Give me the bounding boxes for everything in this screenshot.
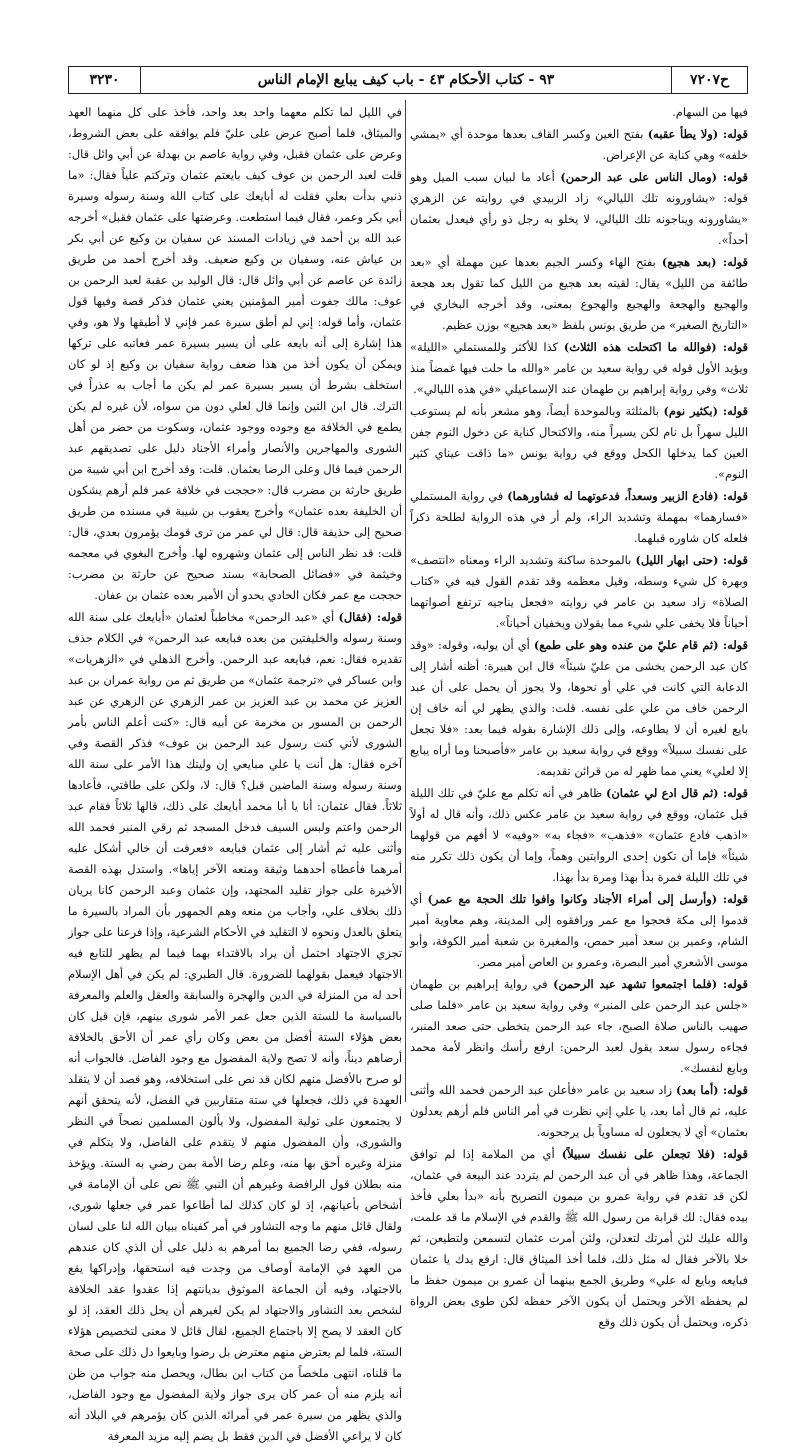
paragraph: [410, 783, 748, 888]
lemma-heading: قوله: (فلا تجعلن على نفسك سبيلاً): [561, 1147, 748, 1161]
paragraph-text: أعاد ما لبيان سبب الميل وهو قوله: «يشاورونه تلك الليالي» زاد الزبيدي في روايته عن الزهري «يشاورونه ويناجونه تلك الليالي، لا يخلو به رجل ذو رأي فيعدل بعثمان أحداً».: [410, 170, 748, 247]
paragraph-text: أي من الملامة إذا لم توافق الجماعة، وهذا ظاهر في أن عبد الرحمن لم يتردد عند البيعة في عثمان، لكن قد تقدم في رواية عمرو بن ميمون التصريح بأنه «بدأ بعلي فأخذ بيده فقال: لك قرابة من رسول الله ﷺ والقدم في الإسلام ما قد علمت، والله عليك لئن أمرتك لتعدلن، ولئن أمرت عثمان لتسمعن ولتطيعن، ثم خلا بالآخر فقال له مثل ذلك، فلما أخذ الميثاق قال: ارفع يدك يا عثمان فبايعه وبايع له علي» وطريق الجمع بينهما أن عمرو بن ميمون حفظ ما لم يحفظه الآخر ويحتمل أن يكون الآخر حفظه لكن طوى بعض الرواة ذكره، ويحتمل أن يكون ذلك وقع: [410, 1147, 748, 1329]
left-column: [68, 102, 402, 1443]
paragraph: [410, 974, 748, 1079]
paragraph: [410, 337, 748, 400]
paragraph-text: أي قدموا إلى مكة فحجوا مع عمر ورافقوه إلى المدينة، وهم معاوية أمير الشام، وعمير بن سعد أمير حمص، والمغيرة بن شعبة أمير الكوفة، وأبو موسى الأشعري أمير البصرة، وعمرو بن العاص أمير مصر.: [410, 892, 748, 969]
column-divider: [405, 100, 406, 1102]
page-number: ٣٢٣٠: [69, 67, 141, 93]
paragraph-text: بالمثلثة وبالموحدة أيضاً، وهو مشعر بأنه لم يستوعب الليل سهراً بل نام لكن يسيراً منه، والاكتحال كناية عن دخول النوم جفن العين كما يدخلها الكحل ووقع في رواية يونس «ما ذاقت عيناي كثير النوم».: [410, 404, 748, 481]
lemma-heading: قوله: (فادع الزبير وسعداً، فدعوتهما له فشاورهما): [507, 489, 748, 503]
paragraph: [410, 167, 748, 251]
paragraph-text: ظاهر في أنه تكلم مع عليّ في تلك الليلة قبل عثمان، ووقع في رواية سعيد بن عامر عكس ذلك، وأنه قال له أولاً «اذهب فادع عثمان» «فذهب» «فجاء به» «وفيه» لا أفهم من قولهما شيئاً» فإما أن تكون إحدى الروايتين وهماً، وإما أن يكون ذلك تكرر منه في تلك الليلة فمرة بدأ بهذا ومرة بدأ بهذا.: [410, 786, 748, 884]
paragraph-text: في رواية المستملي «فسارهما» بمهملة وتشديد الراء، ولم أر في هذه الرواية لطلحة ذكراً فلعله كان شاوره قبلهما.: [410, 489, 748, 545]
paragraph: [410, 124, 748, 166]
paragraph: [410, 550, 748, 634]
paragraph-text: بالموحدة ساكنة وتشديد الراء ومعناه «انتصف» وبهرة كل شيء وسطه، وقيل معظمه وقد تقدم القول فيه في «كتاب الصلاة» زاد سعيد بن عامر في روايته «فجعل يناجيه ترتفع أصواتهما أحياناً فلا يخفى علي شيء مما يقولان ويخفيان أحياناً».: [410, 553, 748, 630]
paragraph-text: أي «عبد الرحمن» مخاطباً لعثمان «أبايعك على سنة الله وسنة رسوله والخليفتين من بعده فبايعه عبد الرحمن» في الكلام حذف تقديره فقال: نعم، فبايعه عبد الرحمن. وأخرج الذهلي في «الزهريات» وابن عساكر في «ترجمة عثمان» من طريق ثم من رواية عمران بن عبد العزيز عن محمد بن عبد العزيز بن عمر الزهري عن الزهري عن عبد الرحمن بن المسور بن مخرمة عن أبيه قال: «كنت أعلم الناس بأمر الشورى لأني كنت رسول عبد الرحمن بن عوف» فذكر القصة وفي آخره فقال: هل أنت يا علي مبايعي إن وليتك هذا الأمر على سنة الله وسنة رسوله وسنة الماضين قبل؟ قال: لا، ولكن على طاقتي، فأعادها ثلاثاً. فقال عثمان: أنا يا أبا محمد أبايعك على ذلك، قالها ثلاثاً فقام عبد الرحمن واعتم ولبس السيف فدخل المسجد ثم رقي المنبر فحمد الله وأثنى عليه ثم أشار إلى عثمان فبايعه «فعرفت أن خالي أشكل عليه أمرهما فأعطاه أحدهما وثيقة ومنعه الآخر إياها». واستدل بهذه القصة الأخيرة على جواز تقليد المجتهد، وإن عثمان وعبد الرحمن كانا يريان ذلك بخلاف علي، وأجاب من منعه وهم الجمهور بأن المراد بالسيرة ما يتعلق بالعدل ونحوه لا التقليد في الأحكام الشرعية، وإذا فرعنا على جواز تجزي الاجتهاد احتمل أن يراد بالاقتداء بهما فيما لم يظهر للتابع فيه الاجتهاد فيعمل بقولهما للضرورة. قال الطبري: لم يكن في أهل الإسلام أحد له من المنزلة في الدين والهجرة والسابقة والعقل والعلم والمعرفة بالسياسة ما للستة الذين جعل عمر الأمر شورى بينهم، فإن قيل كان بعض هؤلاء الستة أفضل من بعض وكان رأي عمر أن الأحق بالخلافة أرضاهم ديناً، وأنه لا تصح ولاية المفضول مع وجود الفاضل. فالجواب أنه لو صرح بالأفضل منهم لكان قد نص على استخلافه، وهو قصد أن لا يتقلد العهدة في ذلك، فجعلها في ستة متقاربين في الفضل، لأنه يتحقق أنهم لا يجتمعون على تولية المفضول، ولا يألون المسلمين نصحاً في النظر والشورى، وأن المفضول منهم لا يتقدم على الفاضل، ولا يتكلم في منزلة وغيره أحق بها منه، وعلم رضا الأمة بمن رضي به الستة. ويؤخذ منه بطلان قول الرافضة وغيرهم أن النبي ﷺ نص على أن الإمامة في أشخاص بأعيانهم، إذ لو كان كذلك لما أطاعوا عمر في جعلها شورى، ولقال قائل منهم ما وجه التشاور في أمر كفيناه ببيان الله لنا على لسان رسوله، ففي رضا الجميع بما أمرهم به دليل على أن الذي كان عندهم من العهد في الإمامة أوصاف من وجدت فيه استحقها، وإدراكها يقع بالاجتهاد، وفيه أن الجماعة الموثوق بديانتهم إذا عقدوا عقد الخلافة لشخص بعد التشاور والاجتهاد لم يكن لغيرهم أن يحل ذلك العقد، إذ لو كان العقد لا يصح إلا باجتماع الجميع، لقال قائل لا معنى لتخصيص هؤلاء الستة، فلما لم يعترض منهم معترض بل رضوا وبايعوا دل ذلك على صحة ما قلناه، انتهى ملخصاً من كتاب ابن بطال، ويحصل منه جواب من ظن أنه يلزم منه أن عمر كان يرى جواز ولاية المفضول مع وجود الفاضل، والذي يظهر من سيرة عمر في أمرائه الذين كان يؤمرهم في البلاد أنه كان لا يراعي الأفضل في الدين فقط بل يضم إليه مزيد المعرفة: [68, 610, 402, 1443]
lemma-heading: قوله: (ثم قال ادع لي عثمان): [606, 786, 748, 800]
lemma-heading: قوله: (فلما اجتمعوا تشهد عبد الرحمن): [553, 977, 748, 991]
paragraph-text: زاد سعيد بن عامر «فأعلن عبد الرحمن فحمد الله وأثنى عليه، ثم قال أما بعد، يا علي إني نظرت في أمر الناس فلم أرهم يعدلون بعثمان» أي لا يجعلون له مساوياً بل يرجحونه.: [410, 1083, 748, 1139]
paragraph: [68, 102, 402, 606]
paragraph-text: في الليل لما تكلم معهما واحد بعد واحد، فأخذ على كل منهما العهد والميثاق، فلما أصبح عرض على عليّ فلم يوافقه على بعض الشروط، وعرض على عثمان فقبل، وفي رواية عاصم بن بهدلة عن أبي وائل قال: قلت لعبد الرحمن بن عوف كيف بايعتم عثمان وتركتم علياً فقال: «ما ذنبي بدأت بعلي فقلت له أبايعك على كتاب الله وسنة رسوله وسيرة أبي بكر وعمر، فقال فيما استطعت. وعرضتها على عثمان فقبل» أخرجه عبد الله بن أحمد في زيادات المسند عن سفيان بن وكيع عن أبي بكر بن عياش عنه، وسفيان بن وكيع ضعيف. وقد أخرج أحمد من طريق زائدة عن عاصم عن أبي وائل قال: قال الوليد بن عقبة لعبد الرحمن بن عوف: مالك جفوت أمير المؤمنين يعني عثمان فذكر قصة وفيها قول عثمان، وأما قوله: إني لم أطق سيرة عمر فإني لا أطيقها ولا هو، وفي هذا إشارة إلى أنه بايعه على أن يسير بسيرة عمر فعاتبه على تركها ويمكن أن يكون أخذ من هذا ضعف رواية سفيان بن وكيع إذ لو كان استخلف بشرط أن يسير بسيرة عمر لم يكن ما أجاب به عذراً في الترك. قال ابن التين وإنما قال لعلي دون من سواه، لأن غيره لم يكن يطمع في الخلافة مع وجوده ووجود عثمان، وسكوت من حضر من أهل الشورى والمهاجرين والأنصار وأمراء الأجناد دليل على تصديقهم عبد الرحمن فيما قال وعلى الرضا بعثمان. قلت: وقد أخرج ابن أبي شيبة من طريق حارثة بن مضرب قال: «حججت في خلافة عمر فلم أرهم يشكون أن الخليفة بعده عثمان» وأخرج يعقوب بن شيبة في مسنده من طريق صحيح إلى حذيفة قال: قال لي عمر من ترى قومك يؤمرون بعدي، قال: قلت: قد نظر الناس إلى عثمان وشهروه لها. وأخرج البغوي في معجمه وخيثمة في «فضائل الصحابة» بسند صحيح عن حارثة بن مضرب: حججت مع عمر فكان الحادي يحدو أن الأمير بعده عثمان بن عفان.: [68, 105, 402, 602]
paragraph-text: فيها من السهام.: [672, 105, 748, 119]
lemma-heading: قوله: (أما بعد): [676, 1083, 749, 1097]
paragraph: [410, 635, 748, 782]
hadith-number: ح٧٢٠٧: [671, 67, 747, 93]
paragraph: [68, 607, 402, 1447]
lemma-heading: قوله: (فوالله ما اكتحلت هذه الثلاث): [563, 340, 748, 354]
running-title: ٩٣ - كتاب الأحكام ٤٣ - باب كيف يبايع الإمام الناس: [257, 72, 555, 88]
lemma-heading: قوله: (ولا يطأ عقبه): [647, 127, 748, 141]
paragraph: [410, 889, 748, 973]
page-header: [68, 66, 748, 94]
paragraph-text: بفتح العين وكسر القاف بعدها موحدة أي «يمشي خلفه» وهي كناية عن الإعراض.: [410, 127, 748, 162]
lemma-heading: قوله: (فقال): [338, 610, 402, 624]
paragraph-text: كذا للأكثر وللمستملي «الليلة» ويؤيد الأول قوله في رواية سعيد بن عامر «والله ما حلت فيها غمضاً منذ ثلاث» وفي رواية إبراهيم بن طهمان عند الإسماعيلي «في هذه الليالي».: [410, 340, 748, 396]
paragraph: [410, 1144, 748, 1333]
paragraph-text: في رواية إبراهيم بن طهمان «جلس عبد الرحمن على المنبر» وفي رواية سعيد بن عامر «فلما صلى صهيب بالناس صلاة الصبح، جاء عبد الرحمن يتخطى حتى صعد المنبر، فجاءه رسول سعد يقول لعبد الرحمن: ارفع رأسك وانظر لأمة محمد وبايع لنفسك».: [410, 977, 748, 1075]
lemma-heading: قوله: (بكثير نوم): [663, 404, 748, 418]
paragraph: [410, 1080, 748, 1143]
paragraph: [410, 102, 748, 123]
right-column: [410, 102, 749, 1329]
paragraph: [410, 252, 748, 336]
paragraph: [410, 486, 748, 549]
lemma-heading: قوله: (ومال الناس على عبد الرحمن): [560, 170, 748, 184]
paragraph: [410, 401, 748, 485]
lemma-heading: قوله: (وأرسل إلى أمراء الأجناد وكانوا وافوا تلك الحجة مع عمر): [427, 892, 748, 906]
lemma-heading: قوله: (بعد هجيع): [661, 255, 748, 269]
paragraph-text: أي أن يوليه، وقوله: «وقد كان عبد الرحمن يخشى من عليّ شيئاً» قال ابن هبيرة: أظنه أشار إلى الدعابة التي كانت في علي أو نحوها، ولا يجوز أن يحمل على أن عبد الرحمن خاف من علي على نفسه. قلت: والذي يظهر لي أنه خاف إن بايع لغيره أن لا يطاوعه، وإلى ذلك الإشارة بقوله فيما بعد: «فلا تجعل على نفسك سبيلاً» ووقع في رواية سعيد بن عامر «فأصبحنا وما أراه يبايع إلا لعلي» يعني مما ظهر له من قرائن تقديمه.: [410, 638, 748, 778]
lemma-heading: قوله: (ثم قام عليّ من عنده وهو على طمع): [533, 638, 748, 652]
paragraph-text: بفتح الهاء وكسر الجيم بعدها عين مهملة أي «بعد طائفة من الليل» يقال: لقيته بعد هجيع من الليل كما تقول بعد هجعة والهجيع والهجعة والهجيع والهجوع بمعنى، وقد أخرجه البخاري في «التاريخ الصغير» من طريق يونس بلفظ «بعد هجيع» بوزن عظيم.: [410, 255, 748, 332]
lemma-heading: قوله: (حتى ابهار الليل): [635, 553, 748, 567]
